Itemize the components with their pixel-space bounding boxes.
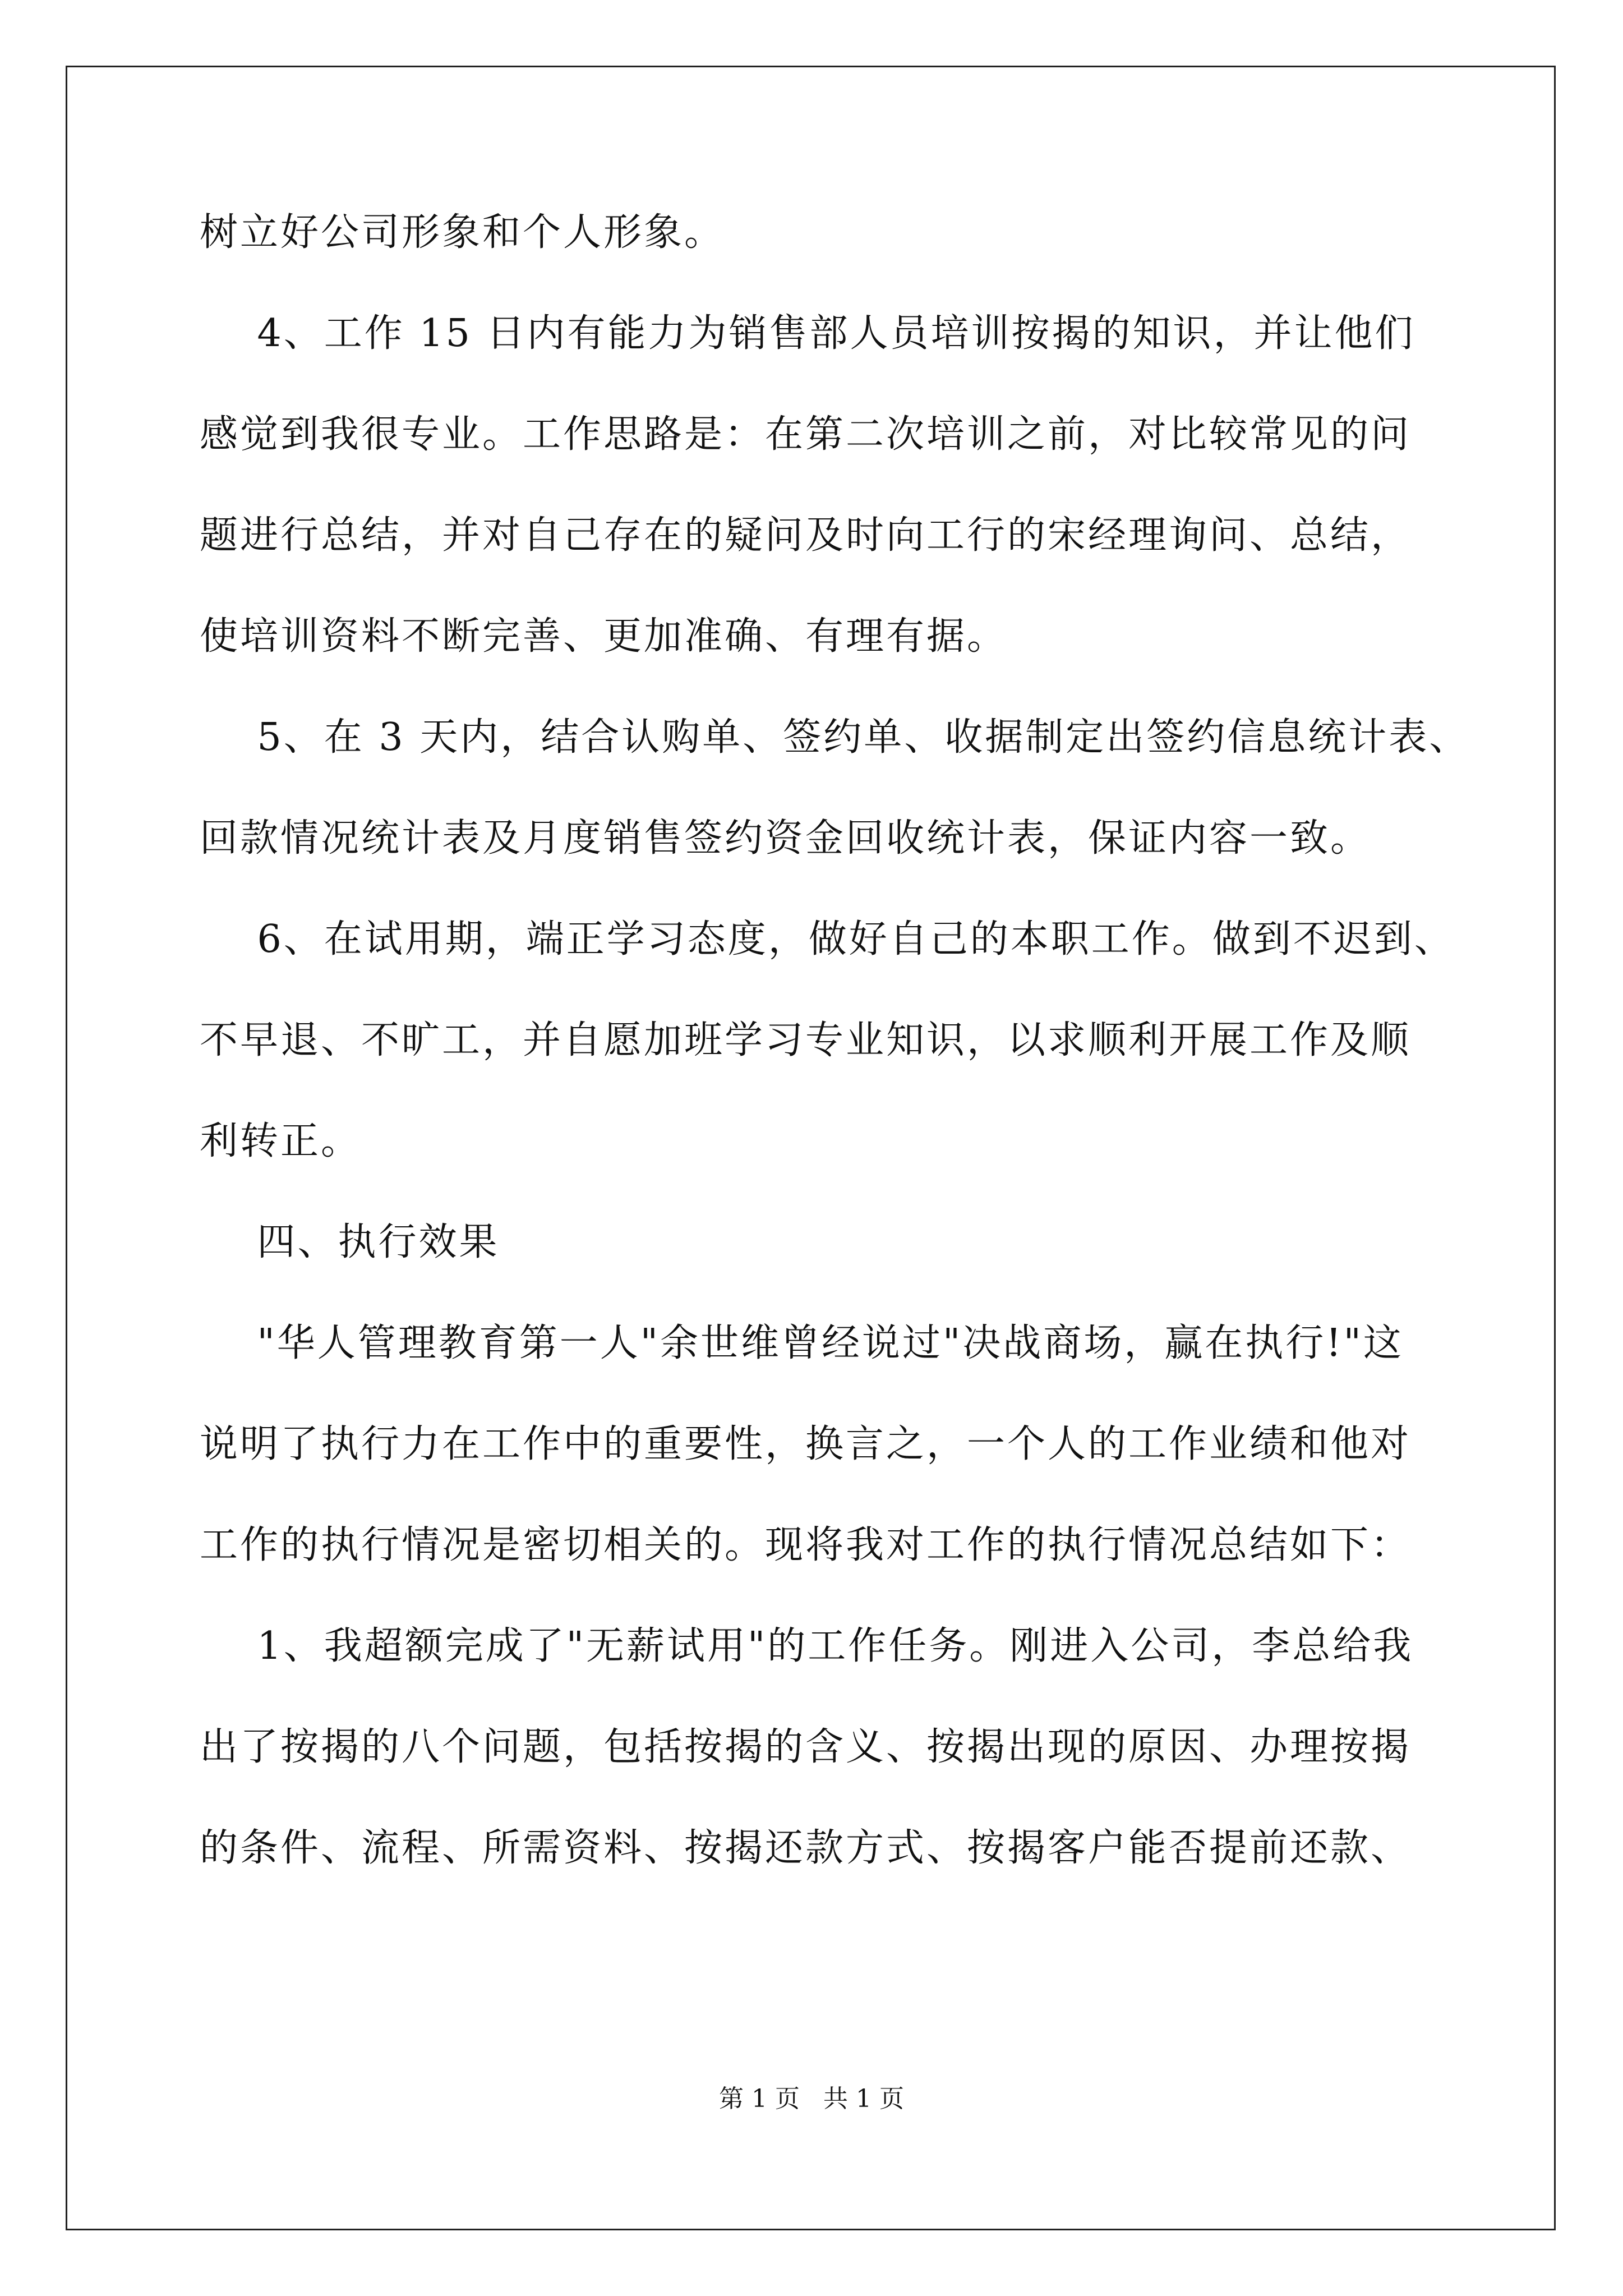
text-line: 说明了执行力在工作中的重要性，换言之，一个人的工作业绩和他对 [200,1422,1412,1466]
text-line: 出了按揭的八个问题，包括按揭的含义、按揭出现的原因、办理按揭 [200,1725,1412,1769]
page-footer: 第 1 页 共 1 页 [719,2085,904,2113]
text-line: 树立好公司形象和个人形象。 [200,210,725,255]
text-line: "华人管理教育第一人"余世维曾经说过"决战商场，赢在执行!"这 [200,1321,1404,1365]
text-line: 利转正。 [200,1119,362,1163]
text-line: 1、我超额完成了"无薪试用"的工作任务。刚进入公司，李总给我 [200,1624,1414,1668]
text-line: 感觉到我很专业。工作思路是：在第二次培训之前，对比较常见的问 [200,412,1412,457]
section-heading: 四、执行效果 [200,1220,500,1264]
text-line: 5、在 3 天内，结合认购单、签约单、收据制定出签约信息统计表、 [200,715,1470,760]
text-line: 题进行总结，并对自己存在的疑问及时向工行的宋经理询问、总结， [200,513,1412,558]
text-line: 6、在试用期，端正学习态度，做好自己的本职工作。做到不迟到、 [200,917,1455,961]
text-line: 使培训资料不断完善、更加准确、有理有据。 [200,614,1008,659]
text-line: 回款情况统计表及月度销售签约资金回收统计表，保证内容一致。 [200,816,1371,861]
text-line: 工作的执行情况是密切相关的。现将我对工作的执行情况总结如下： [200,1523,1412,1567]
text-line: 不早退、不旷工，并自愿加班学习专业知识，以求顺利开展工作及顺 [200,1018,1412,1062]
text-line: 的条件、流程、所需资料、按揭还款方式、按揭客户能否提前还款、 [200,1826,1412,1870]
text-line: 4、工作 15 日内有能力为销售部人员培训按揭的知识，并让他们 [200,311,1415,356]
